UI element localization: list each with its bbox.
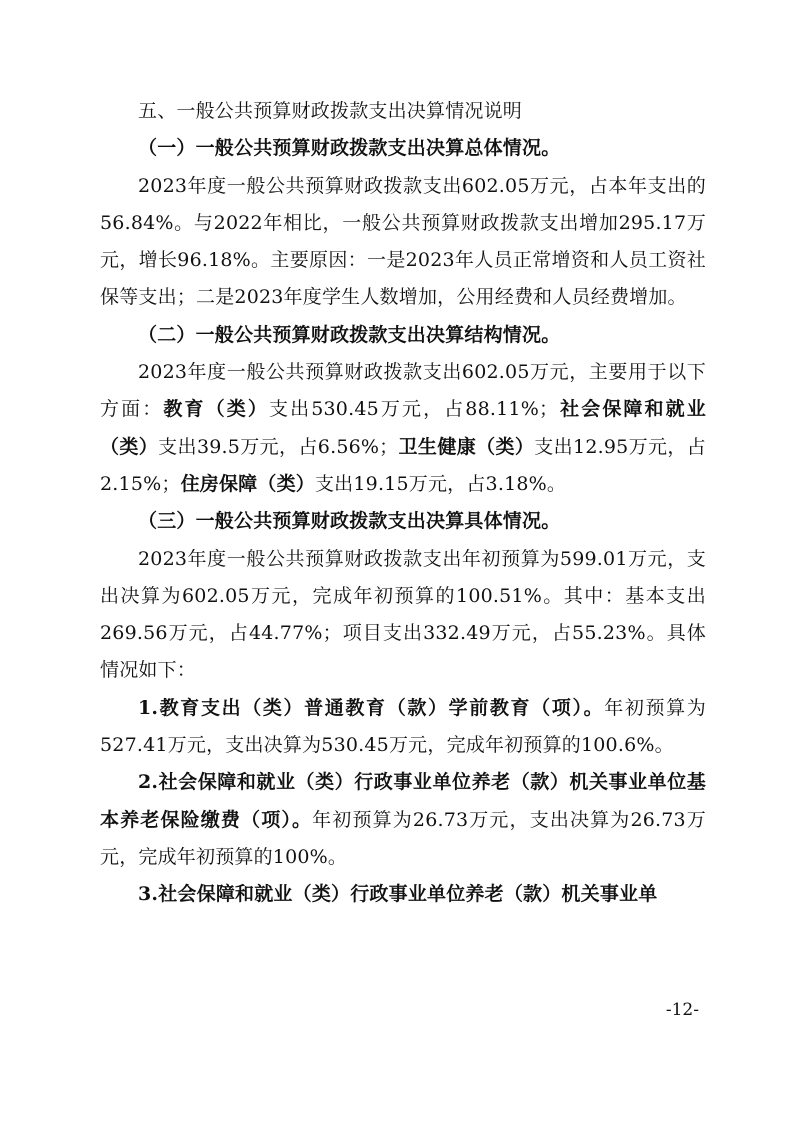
detail-item-2-title: 2.社会保障和就业（类）行政事业单位养老（款）机关事业单位基本养老保险缴费（项）。 (100, 771, 706, 831)
detail-item-1-title: 1.教育支出（类）普通教育（款）学前教育（项）。 (138, 696, 605, 719)
detail-item-2 (100, 764, 706, 876)
category-social-security: 社会保障和就业（类） (100, 398, 706, 458)
part1-heading: （一）一般公共预算财政拨款支出决算总体情况。 (138, 137, 561, 160)
document-body (100, 93, 706, 914)
section-title: 五、一般公共预算财政拨款支出决算情况说明 (138, 100, 523, 122)
category-social-security-value: 支出39.5万元，占6.56%； (158, 435, 399, 458)
detail-item-1 (100, 690, 706, 765)
category-education: 教育（类） (163, 398, 269, 421)
part2-heading: （二）一般公共预算财政拨款支出决算结构情况。 (138, 323, 561, 346)
detail-item-3-title: 3.社会保障和就业（类）行政事业单位养老（款）机关事业单 (138, 883, 658, 906)
part1-paragraph: 2023年度一般公共预算财政拨款支出602.05万元，占本年支出的56.84%。与2022年相比，一般公共预算财政拨款支出增加295.17万元，增长96.18%。主要原因：一是2023年人员正常增资和人员工资社保等支出；二是2023年度学生人数增加，公用经费和人员经费增加。 (100, 174, 706, 309)
category-housing-value: 支出19.15万元，占3.18%。 (314, 472, 567, 495)
part2-paragraph (100, 354, 706, 503)
page-number: -12- (665, 1000, 699, 1020)
part3-heading: （三）一般公共预算财政拨款支出决算具体情况。 (138, 510, 561, 533)
detail-item-1-text: 年初预算为527.41万元，支出决算为530.45万元，完成年初预算的100.6%。 (100, 696, 706, 757)
category-health: 卫生健康（类） (398, 435, 535, 458)
detail-item-2-text: 年初预算为26.73万元，支出决算为26.73万元，完成年初预算的100%。 (100, 808, 706, 868)
detail-item-3 (100, 876, 706, 913)
part3-paragraph: 2023年度一般公共预算财政拨款支出年初预算为599.01万元，支出决算为602.05万元，完成年初预算的100.51%。其中：基本支出269.56万元，占44.77%；项目支出332.49万元，占55.23%。具体情况如下： (100, 547, 706, 682)
category-health-value: 支出12.95万元，占2.15%； (100, 435, 706, 495)
category-education-value: 支出530.45万元，占88.11%； (268, 398, 559, 421)
part2-intro: 2023年度一般公共预算财政拨款支出602.05万元，主要用于以下方面： (100, 361, 706, 421)
category-housing: 住房保障（类） (180, 472, 315, 495)
